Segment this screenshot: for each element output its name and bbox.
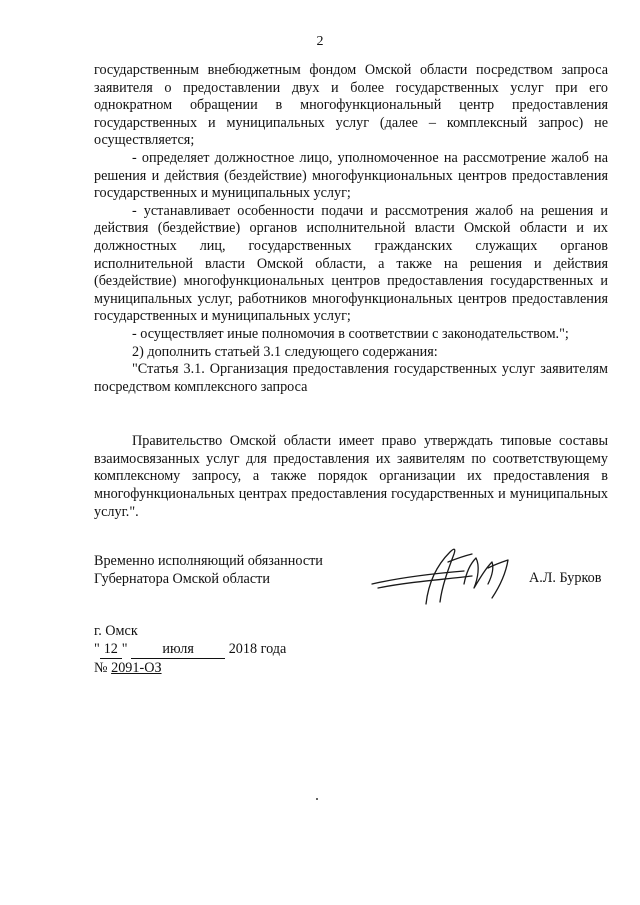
paragraph-4: - осуществляет иные полномочия в соответствии с законодательством."; [132, 325, 569, 342]
signatory-name: А.Л. Бурков [529, 570, 602, 586]
article-heading: "Статья 3.1. Организация предоставления государственных услуг заявителям посредством комплексного запроса [94, 361, 608, 395]
law-number-line [94, 659, 286, 677]
paragraph-5: 2) дополнить статьей 3.1 следующего содержания: [132, 343, 438, 360]
page-number: 2 [316, 34, 324, 49]
paragraph-2: - определяет должностное лицо, уполномоченное на рассмотрение жалоб на решения и действия (бездействие) многофункциональных центров предоставления государственных и муниципальных услуг; [94, 149, 608, 202]
paragraph-1: государственным внебюджетным фондом Омской области посредством запроса заявителя о предоставлении двух и более государственных услуг при его однократном обращении в многофункциональный центр предоставления государственных и муниципальных услуг (далее – комплексный запрос) не осуществляется; [94, 62, 608, 149]
law-number: 2091-ОЗ [111, 660, 162, 676]
stray-dot [316, 798, 318, 800]
position-line-2: Губернатора Омской области [94, 571, 270, 587]
paragraph-7: Правительство Омской области имеет право утверждать типовые составы взаимосвязанных услуг для предоставления их заявителям по соответствующему комплексному запросу, а также порядок организации их предоставления в многофункциональных центрах предоставления государственных и муниципальных услуг.". [94, 433, 608, 520]
date-month: июля [131, 640, 225, 659]
document-body [94, 62, 608, 521]
date-year: 2018 года [228, 641, 287, 657]
place-date-number [94, 622, 286, 677]
number-sign: № [94, 660, 108, 676]
handwritten-signature [368, 538, 528, 610]
paragraph-3: - устанавливает особенности подачи и рассмотрения жалоб на решения и действия (бездействие) органов исполнительной власти Омской области и их должностных лиц, государственных гражданских служащих органов исполнительной власти Омской области, а также на решения и действия (бездействие) многофункциональных центров предоставления государственных и муниципальных услуг, работников многофункциональных центров предоставления государственных и муниципальных услуг; [94, 202, 608, 325]
paragraph-gap [94, 396, 608, 433]
position-line-1: Временно исполняющий обязанности [94, 553, 323, 569]
date-line: " 12 " июля 2018 года [94, 641, 287, 657]
date-day: 12 [100, 640, 122, 659]
signature-position [94, 552, 323, 588]
place: г. Омск [94, 623, 138, 639]
